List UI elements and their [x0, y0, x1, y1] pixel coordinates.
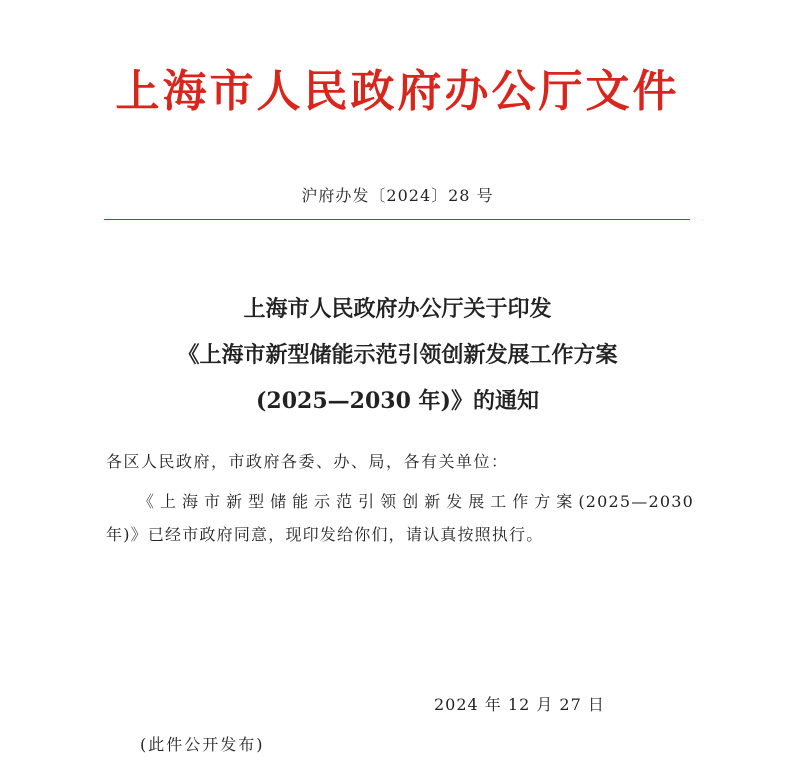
issue-date: 2024 年 12 月 27 日: [434, 695, 605, 714]
salutation: 各区人民政府，市政府各委、办、局，各有关单位：: [106, 452, 509, 471]
body-paragraph-line-2: 年)》已经市政府同意，现印发给你们，请认真按照执行。: [106, 525, 544, 544]
body-paragraph: [106, 485, 694, 551]
notice-title-line-3: (2025—2030 年)》的通知: [256, 388, 539, 414]
body-paragraph-line-1: 《上海市新型储能示范引领创新发展工作方案(2025—2030: [138, 492, 694, 511]
document-number: 沪府办发〔2024〕28 号: [301, 186, 494, 205]
red-divider-line: [104, 219, 690, 220]
notice-title-line-1: 上海市人民政府办公厅关于印发: [243, 296, 552, 322]
notice-title-line-2: 《上海市新型储能示范引领创新发展工作方案: [177, 342, 618, 368]
notice-title: [0, 286, 795, 424]
issuer-header-title: 上海市人民政府办公厅文件: [115, 66, 680, 117]
public-release-note: (此件公开发布): [140, 735, 265, 754]
